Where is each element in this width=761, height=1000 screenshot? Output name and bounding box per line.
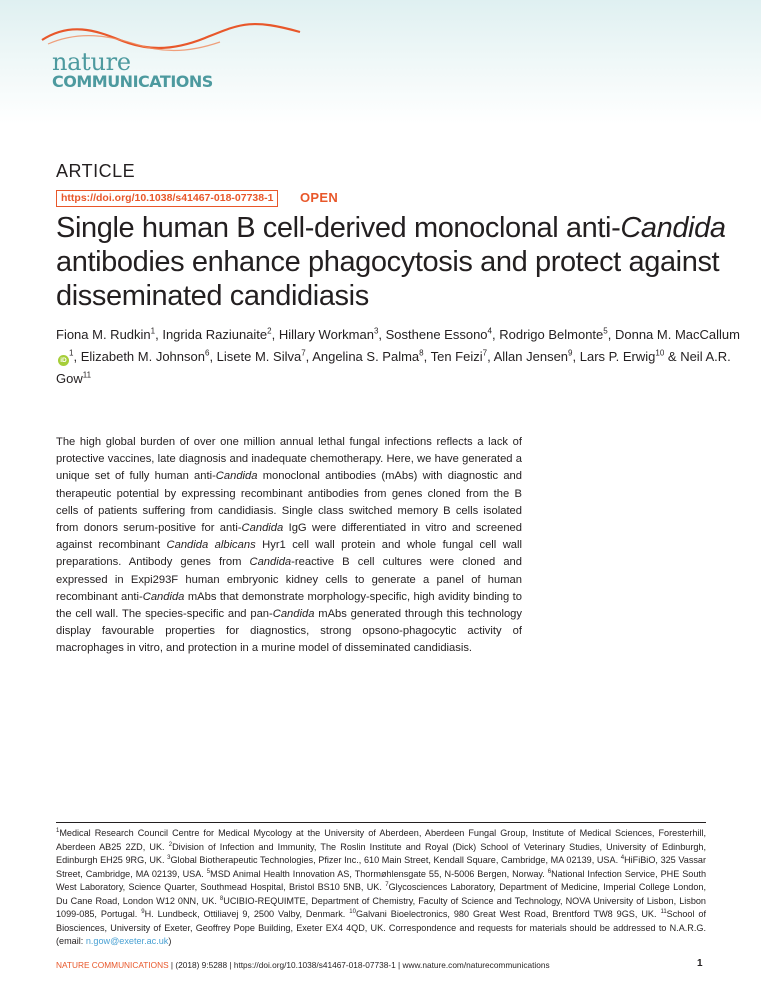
author-name[interactable]: Ten Feizi xyxy=(430,349,483,364)
affiliation-number: 2 xyxy=(168,841,173,848)
affiliation-number: 9 xyxy=(141,908,145,915)
affiliation-text: Global Biotherapeutic Technologies, Pfizer Inc., 610 Main Street, Kendall Square, Cambridge, MA 02139, USA. xyxy=(170,855,619,865)
author-name[interactable]: Lars P. Erwig xyxy=(579,349,656,364)
affiliation-number: 8 xyxy=(219,895,224,902)
affiliation-number: 4 xyxy=(620,854,625,861)
affiliation-text: National Infection Service, PHE South West Laboratory, Science Quarter, Southmead Hospital, Bristol BS10 5NB, UK. xyxy=(56,868,707,892)
footer-journal: NATURE COMMUNICATIONS xyxy=(56,960,169,970)
affiliation-text: Medical Research Council Centre for Medical Mycology at the University of Aberdeen, Aberdeen Fungal Group, Institute of Medical Sciences, Foresterhill, Aberdeen AB25 2ZD, UK. xyxy=(56,828,706,852)
open-access-badge: OPEN xyxy=(300,190,339,205)
author-name[interactable]: Fiona M. Rudkin xyxy=(56,327,151,342)
affiliation-text: UCIBIO-REQUIMTE, Department of Chemistry, Faculty of Science and Technology, NOVA University of Lisbon, Lisbon 1099-085, Portugal. xyxy=(56,895,706,919)
abstract-segment: Candida xyxy=(241,522,284,535)
affiliation-number: 5 xyxy=(206,868,211,875)
abstract-segment: Candida albicans xyxy=(166,539,256,552)
author-name[interactable]: Elizabeth M. Johnson xyxy=(80,349,205,364)
correspondence-text: Correspondence and requests for materials should be addressed to N.A.R.G. (email: xyxy=(56,922,706,946)
affiliation-text: Glycosciences Laboratory, Department of Medicine, Imperial College London, Du Cane Road, London W12 0NN, UK. xyxy=(56,882,706,906)
abstract-segment: Candida xyxy=(215,470,258,483)
abstract-segment: monoclonal antibodies (mAbs) with diagnostic and therapeutic potential by expressing recombinant antibodies from genes cloned from the B cells of patients suffering from candidiasis. Single class switched memory B cells isolated from donors serum-positive for anti- xyxy=(56,470,522,535)
author-name[interactable]: Neil A.R. Gow xyxy=(56,349,731,386)
affiliation-text: School of Biosciences, University of Exeter, Geoffrey Pope Building, Exeter EX4 4QD, UK. xyxy=(56,909,707,933)
author-affiliation-marker: 7 xyxy=(482,348,488,358)
affiliation-text: MSD Animal Health Innovation AS, Thormøhlensgate 55, N-5006 Bergen, Norway. xyxy=(210,868,545,879)
author-name[interactable]: Allan Jensen xyxy=(493,349,569,364)
affiliation-text: H. Lundbeck, Ottiliavej 9, 2500 Valby, Denmark. xyxy=(144,909,346,919)
footer-sep-3: | xyxy=(395,960,403,970)
author-name[interactable]: Lisete M. Silva xyxy=(216,349,302,364)
title-part2: antibodies enhance phagocytosis and protect against disseminated candidiasis xyxy=(56,246,720,312)
author-affiliation-marker: 10 xyxy=(655,348,665,358)
orcid-icon[interactable]: iD xyxy=(58,355,69,366)
correspondence-end: ) xyxy=(168,936,172,946)
author-affiliation-marker: 11 xyxy=(82,370,92,380)
affiliation-divider xyxy=(56,822,706,823)
author-affiliation-marker: 9 xyxy=(568,348,573,358)
author-name[interactable]: Ingrida Raziunaite xyxy=(162,327,268,342)
abstract-segment: Candida xyxy=(249,556,292,569)
author-affiliation-marker: 5 xyxy=(603,326,608,336)
affiliations xyxy=(56,827,706,949)
author-affiliation-marker: 8 xyxy=(419,348,424,358)
footer-sep-2: | xyxy=(227,960,234,970)
footer-url-link[interactable]: www.nature.com/naturecommunications xyxy=(402,960,550,970)
logo-swoosh-icon xyxy=(0,0,320,70)
author-affiliation-marker: 3 xyxy=(373,326,379,336)
author-name[interactable]: Sosthene Essono xyxy=(385,327,488,342)
affiliation-number: 10 xyxy=(349,908,356,915)
author-affiliation-marker: 6 xyxy=(204,348,210,358)
abstract-segment: mAbs generated through this technology display favourable properties for diagnostics, strong opsono-phagocytic activity of macrophages in vitro, and protection in a murine model of disseminated candidiasis. xyxy=(56,608,522,655)
page-number: 1 xyxy=(697,958,703,969)
footer-sep-1: | xyxy=(168,960,176,970)
affiliation-number: 11 xyxy=(660,908,667,915)
doi-link[interactable]: https://doi.org/10.1038/s41467-018-07738-1 xyxy=(56,190,278,207)
article-type-label: ARTICLE xyxy=(56,161,136,181)
author-affiliation-marker: 7 xyxy=(301,348,306,358)
abstract-segment: Candida xyxy=(272,608,315,621)
author-name[interactable]: Donna M. MacCallum xyxy=(614,327,740,342)
affiliation-text: Division of Infection and Immunity, The Roslin Institute and Royal (Dick) School of Veterinary Studies, University of Edinburgh, Edinburgh EH25 9RG, UK. xyxy=(56,841,706,865)
abstract-segment: Candida xyxy=(142,590,185,603)
page-footer xyxy=(56,960,706,970)
author-affiliation-marker: 4 xyxy=(487,326,492,336)
author-list: Fiona M. Rudkin$^1$, Ingrida Raziunaite$^2$, Hillary Workman$^3$, Sosthene Essono$^4$, Rodrigo Belmonte$^5$, Donna M. MacCallumiD$^1$, Elizabeth M. Johnson$^6$, Lisete M. Silva$^7$, Angelina S. Palma$^8$, Ten Feizi$^7$, Allan Jensen$^9$, Lars P. Erwig$^{10}$ & Neil A.R. Gow$^{11}$ xyxy=(56,326,740,386)
footer-doi-link[interactable]: https://doi.org/10.1038/s41467-018-07738-1 xyxy=(233,960,396,970)
abstract xyxy=(56,434,522,658)
author-name[interactable]: Angelina S. Palma xyxy=(312,349,420,364)
author-affiliation-marker: 2 xyxy=(267,326,272,336)
affiliation-number: 7 xyxy=(385,881,389,888)
title-part1: Single human B cell-derived monoclonal anti- xyxy=(56,212,621,244)
correspondence-email-link[interactable]: n.gow@exeter.ac.uk xyxy=(85,936,169,946)
article-title xyxy=(56,211,746,313)
journal-logo-communications[interactable]: COMMUNICATIONS xyxy=(52,72,213,91)
author-affiliation-marker: 1 xyxy=(150,326,156,336)
journal-logo-nature[interactable]: nature xyxy=(52,48,131,76)
affiliation-text: HiFiBiO, 325 Vassar Street, Cambridge, MA 02139, USA. xyxy=(56,855,706,879)
abstract-segment: Hyr1 cell wall protein and whole fungal cell wall preparations. Antibody genes from xyxy=(56,539,522,569)
title-italic: Candida xyxy=(620,212,726,244)
affiliation-number: 3 xyxy=(167,854,171,861)
abstract-segment: IgG were differentiated in vitro and screened against recombinant xyxy=(56,522,522,552)
affiliation-number: 6 xyxy=(547,868,552,875)
abstract-segment: mAbs that demonstrate morphology-specific, high avidity binding to the cell wall. The species-specific and pan- xyxy=(56,590,522,621)
affiliation-number: 1 xyxy=(56,827,60,834)
author-name[interactable]: Rodrigo Belmonte xyxy=(499,327,604,342)
affiliation-text: Galvani Bioelectronics, 980 Great West Road, Brentford TW8 9GS, UK. xyxy=(355,909,657,919)
abstract-segment: The high global burden of over one million annual lethal fungal infections reflects a lack of protective vaccines, late diagnosis and inadequate chemotherapy. Here, we have generated a unique set of fully human anti- xyxy=(56,436,522,483)
abstract-segment: -reactive B cell cultures were cloned and expressed in Expi293F human embryonic kidney cells to generate a panel of human recombinant anti- xyxy=(56,556,522,603)
journal-header-banner xyxy=(0,0,761,124)
footer-citation: (2018) 9:5288 xyxy=(175,960,228,970)
author-affiliation-marker: 1 xyxy=(69,348,74,358)
author-name[interactable]: Hillary Workman xyxy=(278,327,374,342)
